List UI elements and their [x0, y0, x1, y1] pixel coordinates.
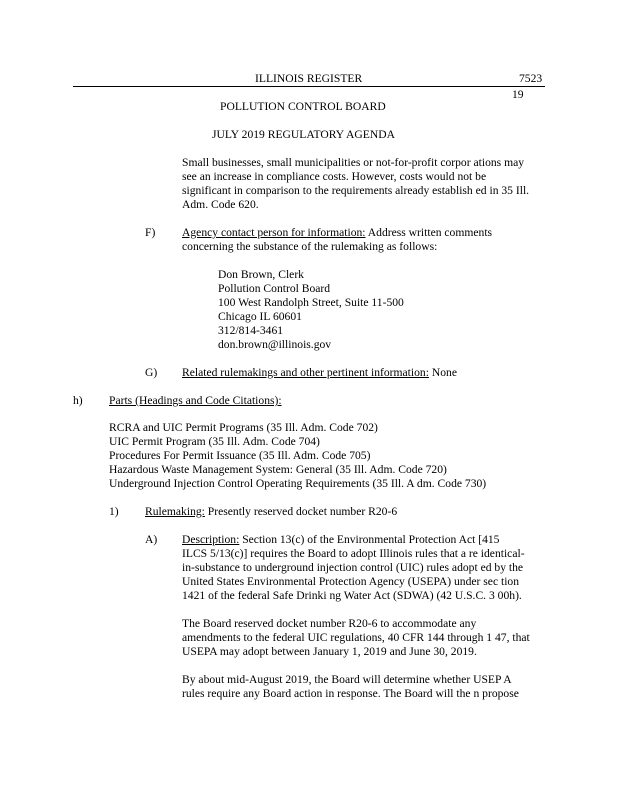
item-1-heading: Rulemaking: [145, 505, 205, 518]
part-citation: Underground Injection Control Operating Requirements (35 Ill. A dm. Code 730) [109, 477, 487, 490]
item-1-text: Presently reserved docket number R20-6 [204, 505, 398, 518]
item-1-line [145, 505, 397, 519]
determination-line: By about mid-August 2019, the Board will determine whether USEP A [182, 673, 512, 686]
item-f-text-line: concerning the substance of the rulemaking as follows: [182, 240, 438, 253]
register-title: ILLINOIS REGISTER [255, 72, 363, 85]
part-citation: Hazardous Waste Management System: General (35 Ill. Adm. Code 720) [109, 463, 447, 476]
impact-line: significant in comparison to the requirements already establish ed in 35 Ill. [182, 184, 530, 197]
item-g-line [182, 366, 457, 380]
contact-organization: Pollution Control Board [218, 282, 331, 295]
item-g-marker: G) [145, 366, 158, 379]
section-h-marker: h) [73, 394, 83, 407]
impact-line: see an increase in compliance costs. However, costs would not be [182, 170, 487, 183]
contact-phone: 312/814-3461 [218, 324, 284, 337]
item-f-text: Address written comments [365, 226, 493, 239]
description-line: ILCS 5/13(c)] requires the Board to adopt Illinois rules that a re identical- [182, 547, 525, 560]
determination-line: rules require any Board action in response. The Board will the n propose [182, 687, 519, 700]
section-h-heading: Parts (Headings and Code Citations): [109, 394, 282, 407]
contact-email: don.brown@illinois.gov [218, 338, 332, 351]
item-g-heading: Related rulemakings and other pertinent information: [182, 366, 429, 379]
part-citation: RCRA and UIC Permit Programs (35 Ill. Adm. Code 702) [109, 421, 378, 434]
reserved-line: The Board reserved docket number R20-6 to accommodate any [182, 617, 477, 630]
contact-name: Don Brown, Clerk [218, 268, 304, 281]
part-citation: UIC Permit Program (35 Ill. Adm. Code 704) [109, 435, 320, 448]
description-line: United States Environmental Protection Agency (USEPA) under sec tion [182, 575, 520, 588]
item-f-heading: Agency contact person for information: [182, 226, 366, 239]
item-1-marker: 1) [109, 505, 119, 518]
item-a-text: Section 13(c) of the Environmental Protection Act [415 [239, 533, 500, 546]
reserved-line: USEPA may adopt between January 1, 2019 and June 30, 2019. [182, 645, 477, 658]
issue-number: 19 [512, 88, 524, 101]
impact-line: Small businesses, small municipalities or not-for-profit corpor ations may [182, 156, 525, 169]
item-f-marker: F) [145, 226, 156, 239]
reserved-line: amendments to the federal UIC regulations, 40 CFR 144 through 1 47, that [182, 631, 530, 644]
item-g-text: None [428, 366, 457, 379]
impact-line: Adm. Code 620. [182, 198, 259, 211]
description-line: in-substance to underground injection control (UIC) rules adopt ed by the [182, 561, 524, 574]
agency-title: POLLUTION CONTROL BOARD [220, 100, 386, 113]
item-a-first-line [182, 533, 499, 547]
page-number: 7523 [519, 72, 543, 85]
item-a-marker: A) [145, 533, 158, 546]
part-citation: Procedures For Permit Issuance (35 Ill. Adm. Code 705) [109, 449, 371, 462]
contact-city: Chicago IL 60601 [218, 310, 302, 323]
contact-street: 100 West Randolph Street, Suite 11-500 [218, 296, 404, 309]
item-a-heading: Description: [182, 533, 240, 546]
description-line: 1421 of the federal Safe Drinki ng Water Act (SDWA) (42 U.S.C. 3 00h). [182, 589, 522, 602]
agenda-title: JULY 2019 REGULATORY AGENDA [212, 128, 395, 141]
header-rule [73, 86, 545, 87]
item-f-line [182, 226, 492, 240]
